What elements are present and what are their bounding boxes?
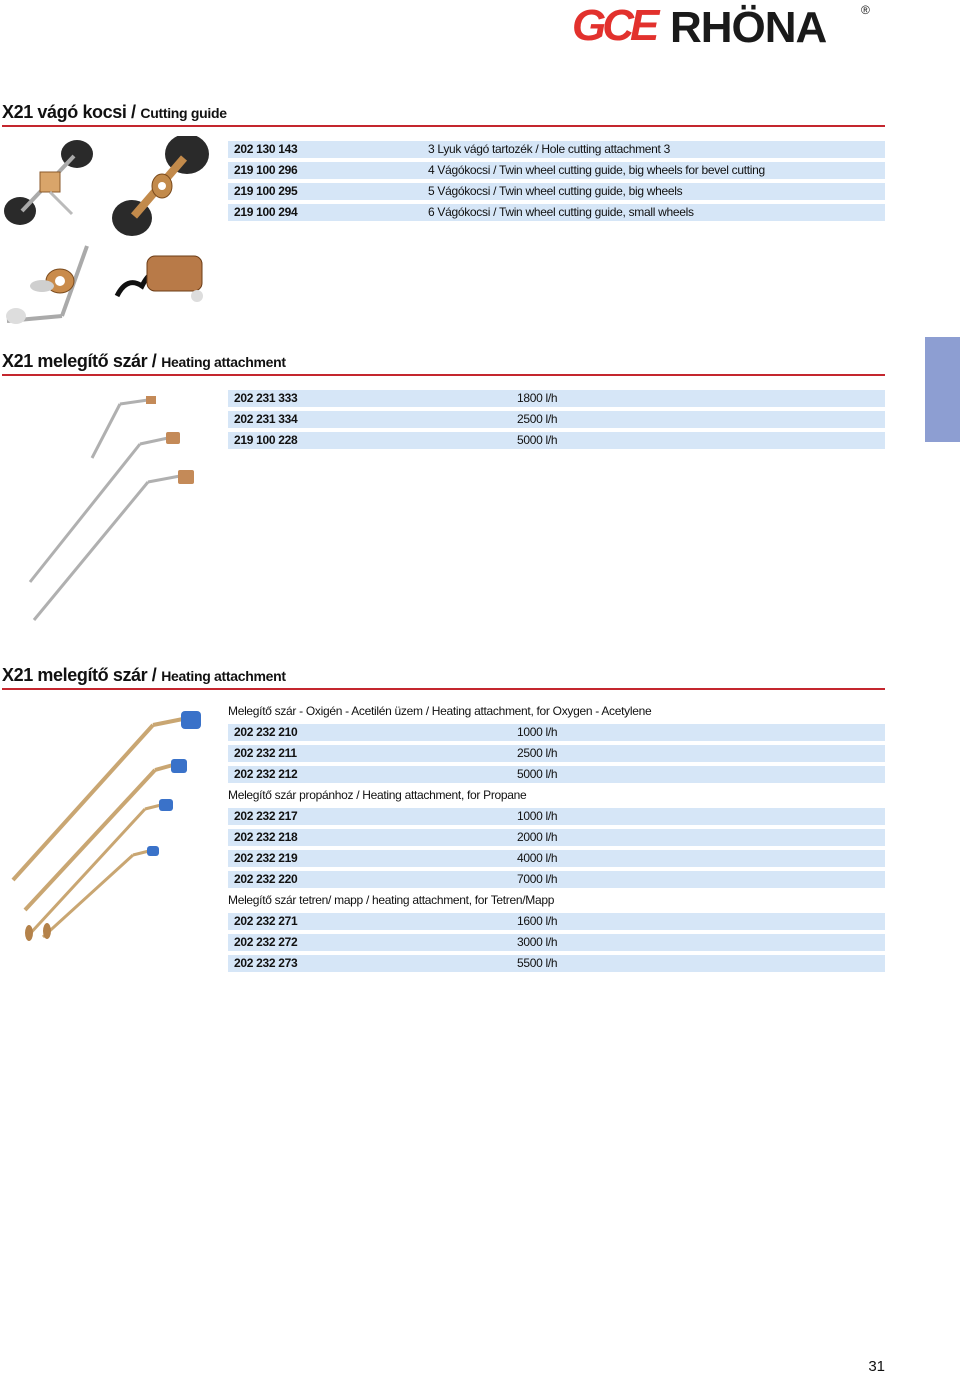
logo-registered-mark: ® (861, 3, 870, 17)
section-title-cutting-guide (2, 102, 885, 127)
article-flow-rate: 1000 l/h (517, 809, 558, 823)
article-flow-rate: 2500 l/h (517, 746, 558, 760)
table-row (228, 871, 885, 888)
table-row (228, 724, 885, 741)
section-title-main: X21 melegítő szár (2, 351, 148, 371)
article-description: 6 Vágókocsi / Twin wheel cutting guide, small wheels (428, 205, 694, 219)
gce-rhona-logo (572, 2, 872, 48)
article-code: 202 232 219 (234, 851, 298, 865)
table-row (228, 204, 885, 221)
article-code: 202 232 210 (234, 725, 298, 739)
table-row (228, 183, 885, 200)
side-tab-marker (925, 337, 960, 442)
article-flow-rate: 3000 l/h (517, 935, 558, 949)
heating-attachment-set-image (5, 705, 210, 945)
article-code: 202 232 212 (234, 767, 298, 781)
section-title-main: X21 melegítő szár (2, 665, 148, 685)
logo-gce-text: GCE (572, 2, 656, 48)
article-code: 202 231 333 (234, 391, 298, 405)
article-code: 202 232 211 (234, 746, 297, 760)
page-number: 31 (868, 1358, 885, 1375)
article-code: 202 232 220 (234, 872, 298, 886)
article-code: 202 232 217 (234, 809, 298, 823)
cutting-guide-clamp (117, 256, 203, 302)
section-title-sub: Cutting guide (140, 105, 227, 121)
logo-rhona-text: RHÖNA (670, 3, 827, 48)
table-row (228, 432, 885, 449)
section-title-separator: / (151, 351, 157, 371)
table-row (228, 829, 885, 846)
cutting-guide-attachment-3 (6, 246, 87, 324)
heating-attachment-table (228, 390, 885, 453)
article-description: 3 Lyuk vágó tartozék / Hole cutting attachment 3 (428, 142, 670, 156)
section-title-separator: / (130, 102, 136, 122)
article-flow-rate: 1800 l/h (517, 391, 558, 405)
group-label-tetren-mapp: Melegítő szár tetren/ mapp / heating attachment, for Tetren/Mapp (228, 893, 555, 907)
article-code: 202 232 218 (234, 830, 298, 844)
table-row (228, 955, 885, 972)
article-code: 219 100 228 (234, 433, 298, 447)
heating-tube-1 (13, 711, 201, 880)
article-code: 202 232 271 (234, 914, 298, 928)
section-title-heating-attachment (2, 351, 885, 376)
cutting-guide-table (228, 141, 885, 225)
heating-tube-2 (25, 759, 187, 910)
section-title-separator: / (151, 665, 157, 685)
heating-tube-3 (25, 799, 173, 941)
article-description: 4 Vágókocsi / Twin wheel cutting guide, big wheels for bevel cutting (428, 163, 765, 177)
heating-tube-short (92, 396, 156, 458)
section-title-sub: Heating attachment (161, 668, 286, 684)
article-flow-rate: 1600 l/h (517, 914, 558, 928)
article-code: 202 232 273 (234, 956, 298, 970)
article-code: 219 100 294 (234, 205, 298, 219)
article-flow-rate: 5000 l/h (517, 767, 558, 781)
article-description: 5 Vágókocsi / Twin wheel cutting guide, big wheels (428, 184, 683, 198)
article-flow-rate: 2000 l/h (517, 830, 558, 844)
table-row (228, 162, 885, 179)
article-flow-rate: 5500 l/h (517, 956, 558, 970)
section-title-heating-attachment-2 (2, 665, 885, 690)
article-code: 202 232 272 (234, 935, 298, 949)
table-row (228, 411, 885, 428)
cutting-guide-image (2, 136, 217, 331)
heating-tube-4 (43, 846, 159, 939)
article-code: 219 100 295 (234, 184, 298, 198)
group-label-oxygen-acetylene: Melegítő szár - Oxigén - Acetilén üzem / Heating attachment, for Oxygen - Acetylene (228, 704, 652, 718)
group-label-propane: Melegítő szár propánhoz / Heating attachment, for Propane (228, 788, 527, 802)
article-code: 219 100 296 (234, 163, 298, 177)
article-flow-rate: 4000 l/h (517, 851, 558, 865)
article-flow-rate: 2500 l/h (517, 412, 558, 426)
article-flow-rate: 7000 l/h (517, 872, 558, 886)
table-row (228, 766, 885, 783)
section-title-sub: Heating attachment (161, 354, 286, 370)
heating-tube-medium (30, 432, 180, 582)
table-row (228, 745, 885, 762)
table-row (228, 390, 885, 407)
article-code: 202 130 143 (234, 142, 298, 156)
heating-attachment-image (20, 392, 210, 627)
table-row (228, 808, 885, 825)
article-code: 202 231 334 (234, 412, 298, 426)
table-row (228, 913, 885, 930)
table-row (228, 850, 885, 867)
table-row (228, 141, 885, 158)
table-row (228, 934, 885, 951)
article-flow-rate: 5000 l/h (517, 433, 558, 447)
cutting-guide-wheel-set-1 (4, 140, 93, 225)
section-title-main: X21 vágó kocsi (2, 102, 127, 122)
heating-attachment-groups-table (228, 703, 885, 976)
article-flow-rate: 1000 l/h (517, 725, 558, 739)
cutting-guide-wheel-set-2 (112, 136, 209, 236)
